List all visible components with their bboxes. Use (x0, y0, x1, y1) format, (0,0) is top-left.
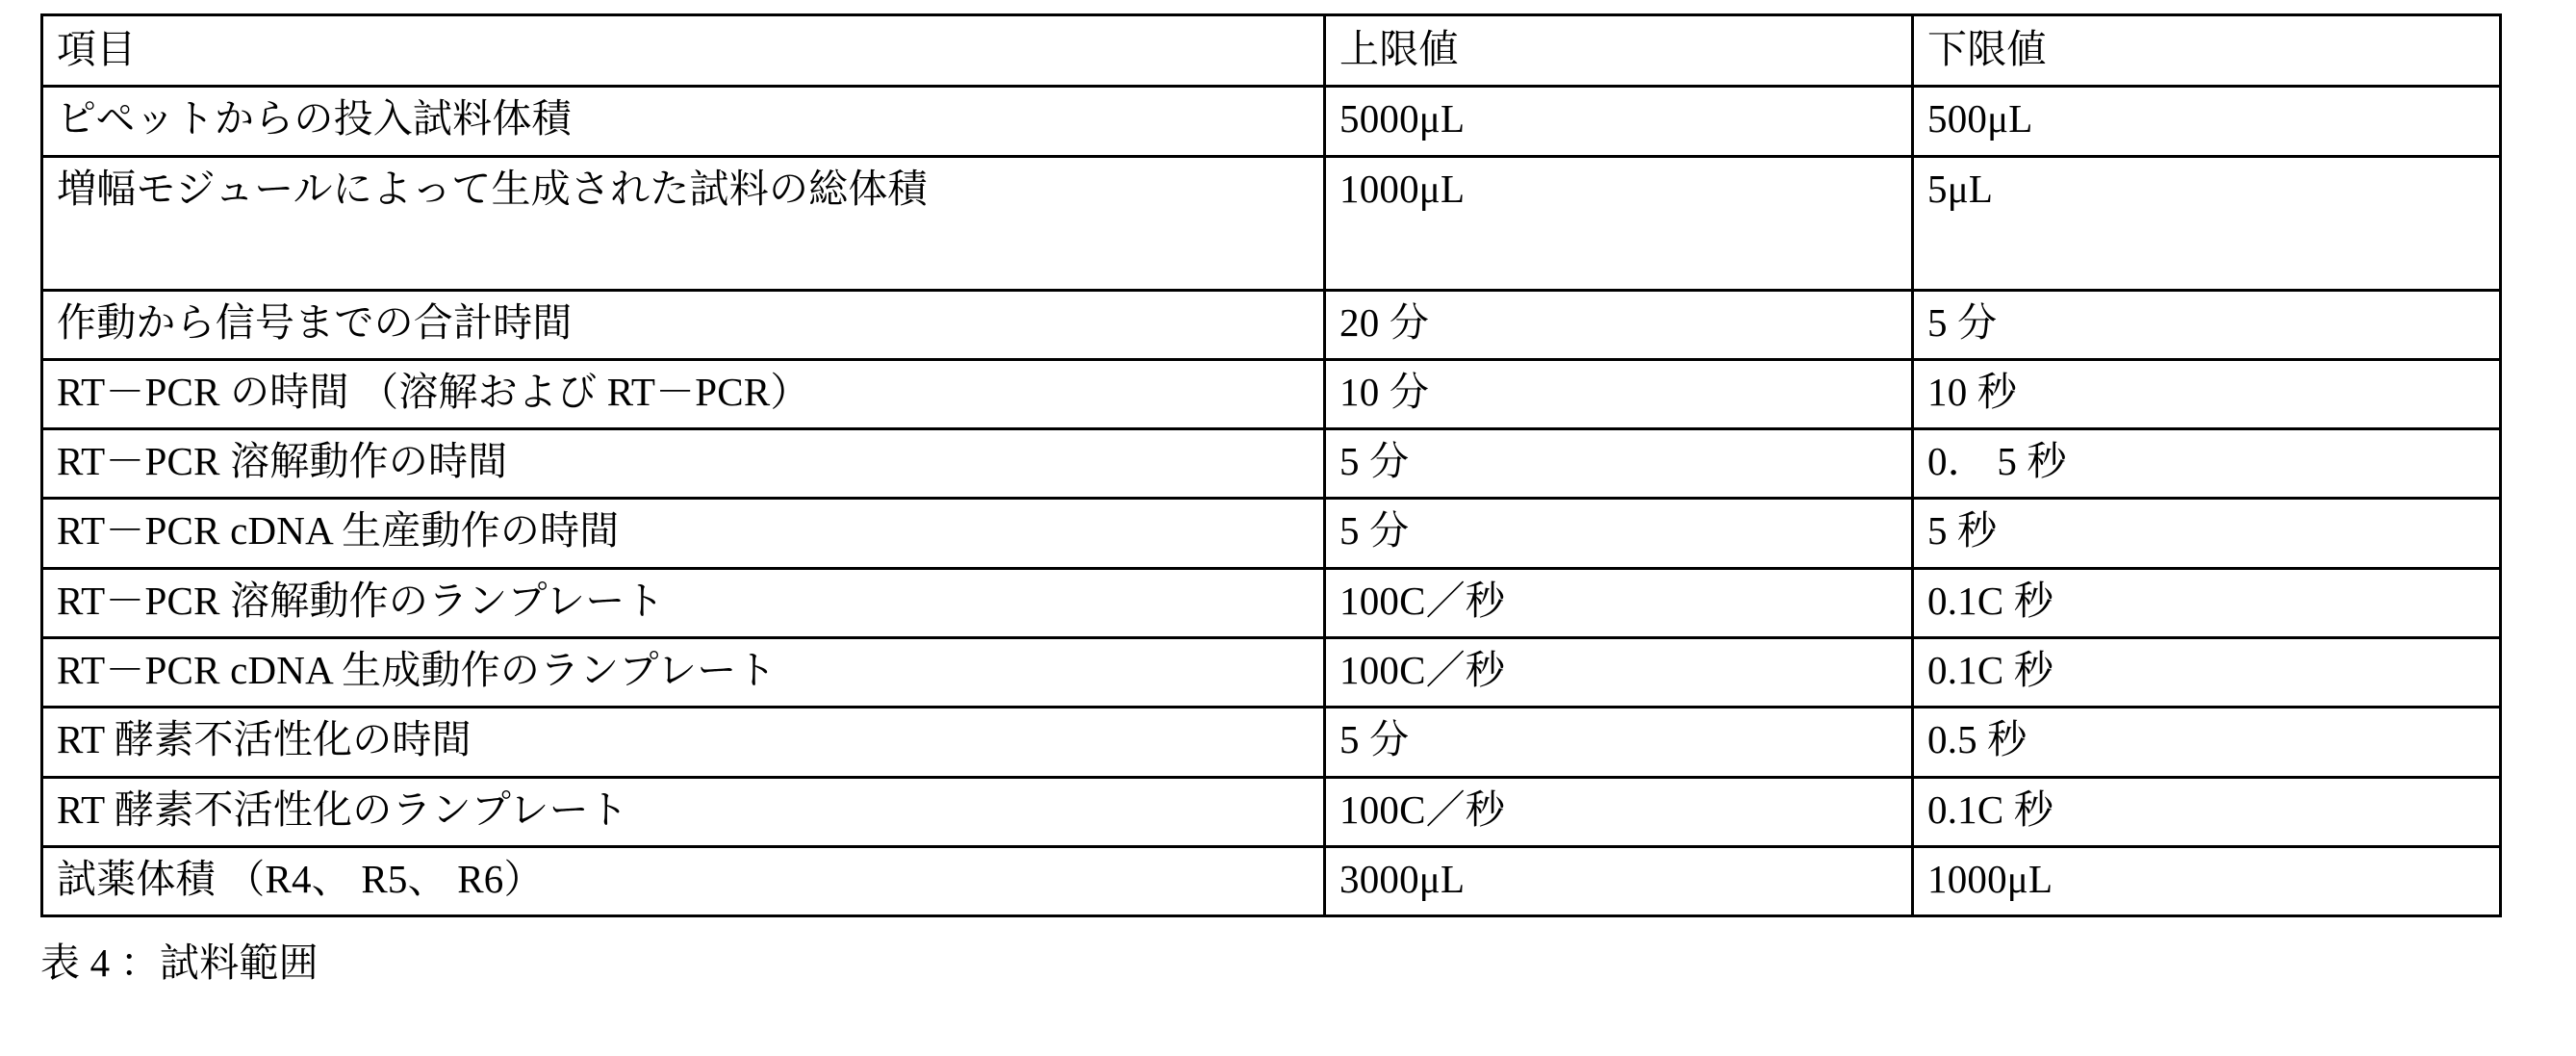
table-row (42, 499, 2501, 568)
cell-lower: 0． 5 秒 (1913, 429, 2501, 499)
table-row (42, 429, 2501, 499)
cell-upper: 10 分 (1325, 359, 1913, 428)
header-cell-upper-limit: 上限値 (1325, 15, 1913, 87)
cell-lower: 1000μL (1913, 846, 2501, 915)
table-row (42, 708, 2501, 777)
table-row (42, 638, 2501, 708)
cell-upper: 100C／秒 (1325, 568, 1913, 637)
header-cell-item: 項目 (42, 15, 1325, 87)
cell-item: RT 酵素不活性化のランプレート (42, 777, 1325, 846)
table-row (42, 568, 2501, 637)
table-header-row (42, 15, 2501, 87)
cell-item: ピペットからの投入試料体積 (42, 87, 1325, 156)
cell-item: 試薬体積 （R4、 R5、 R6） (42, 846, 1325, 915)
cell-upper: 100C／秒 (1325, 777, 1913, 846)
cell-item: RT－PCR 溶解動作の時間 (42, 429, 1325, 499)
cell-upper: 5 分 (1325, 708, 1913, 777)
cell-upper: 1000μL (1325, 156, 1913, 290)
cell-lower: 5 秒 (1913, 499, 2501, 568)
cell-lower: 5μL (1913, 156, 2501, 290)
cell-item: RT－PCR 溶解動作のランプレート (42, 568, 1325, 637)
table-row (42, 359, 2501, 428)
cell-lower: 0.1C 秒 (1913, 568, 2501, 637)
cell-upper: 100C／秒 (1325, 638, 1913, 708)
header-cell-lower-limit: 下限値 (1913, 15, 2501, 87)
cell-lower: 5 分 (1913, 290, 2501, 359)
table-row (42, 777, 2501, 846)
cell-lower: 10 秒 (1913, 359, 2501, 428)
table-row (42, 156, 2501, 290)
cell-item: 増幅モジュールによって生成された試料の総体積 (42, 156, 1325, 290)
cell-lower: 0.1C 秒 (1913, 777, 2501, 846)
cell-item: 作動から信号までの合計時間 (42, 290, 1325, 359)
cell-upper: 5 分 (1325, 429, 1913, 499)
cell-upper: 5000μL (1325, 87, 1913, 156)
cell-lower: 0.1C 秒 (1913, 638, 2501, 708)
cell-item: RT－PCR の時間 （溶解および RT－PCR） (42, 359, 1325, 428)
cell-upper: 3000μL (1325, 846, 1913, 915)
table-row (42, 290, 2501, 359)
cell-upper: 5 分 (1325, 499, 1913, 568)
table-caption: 表 4 ：試料範囲 (40, 940, 319, 986)
specification-table (40, 13, 2502, 917)
table-row (42, 846, 2501, 915)
cell-upper: 20 分 (1325, 290, 1913, 359)
table-row (42, 87, 2501, 156)
cell-item: RT 酵素不活性化の時間 (42, 708, 1325, 777)
cell-lower: 500μL (1913, 87, 2501, 156)
cell-item: RT－PCR cDNA 生産動作の時間 (42, 499, 1325, 568)
cell-lower: 0.5 秒 (1913, 708, 2501, 777)
cell-item: RT－PCR cDNA 生成動作のランプレート (42, 638, 1325, 708)
